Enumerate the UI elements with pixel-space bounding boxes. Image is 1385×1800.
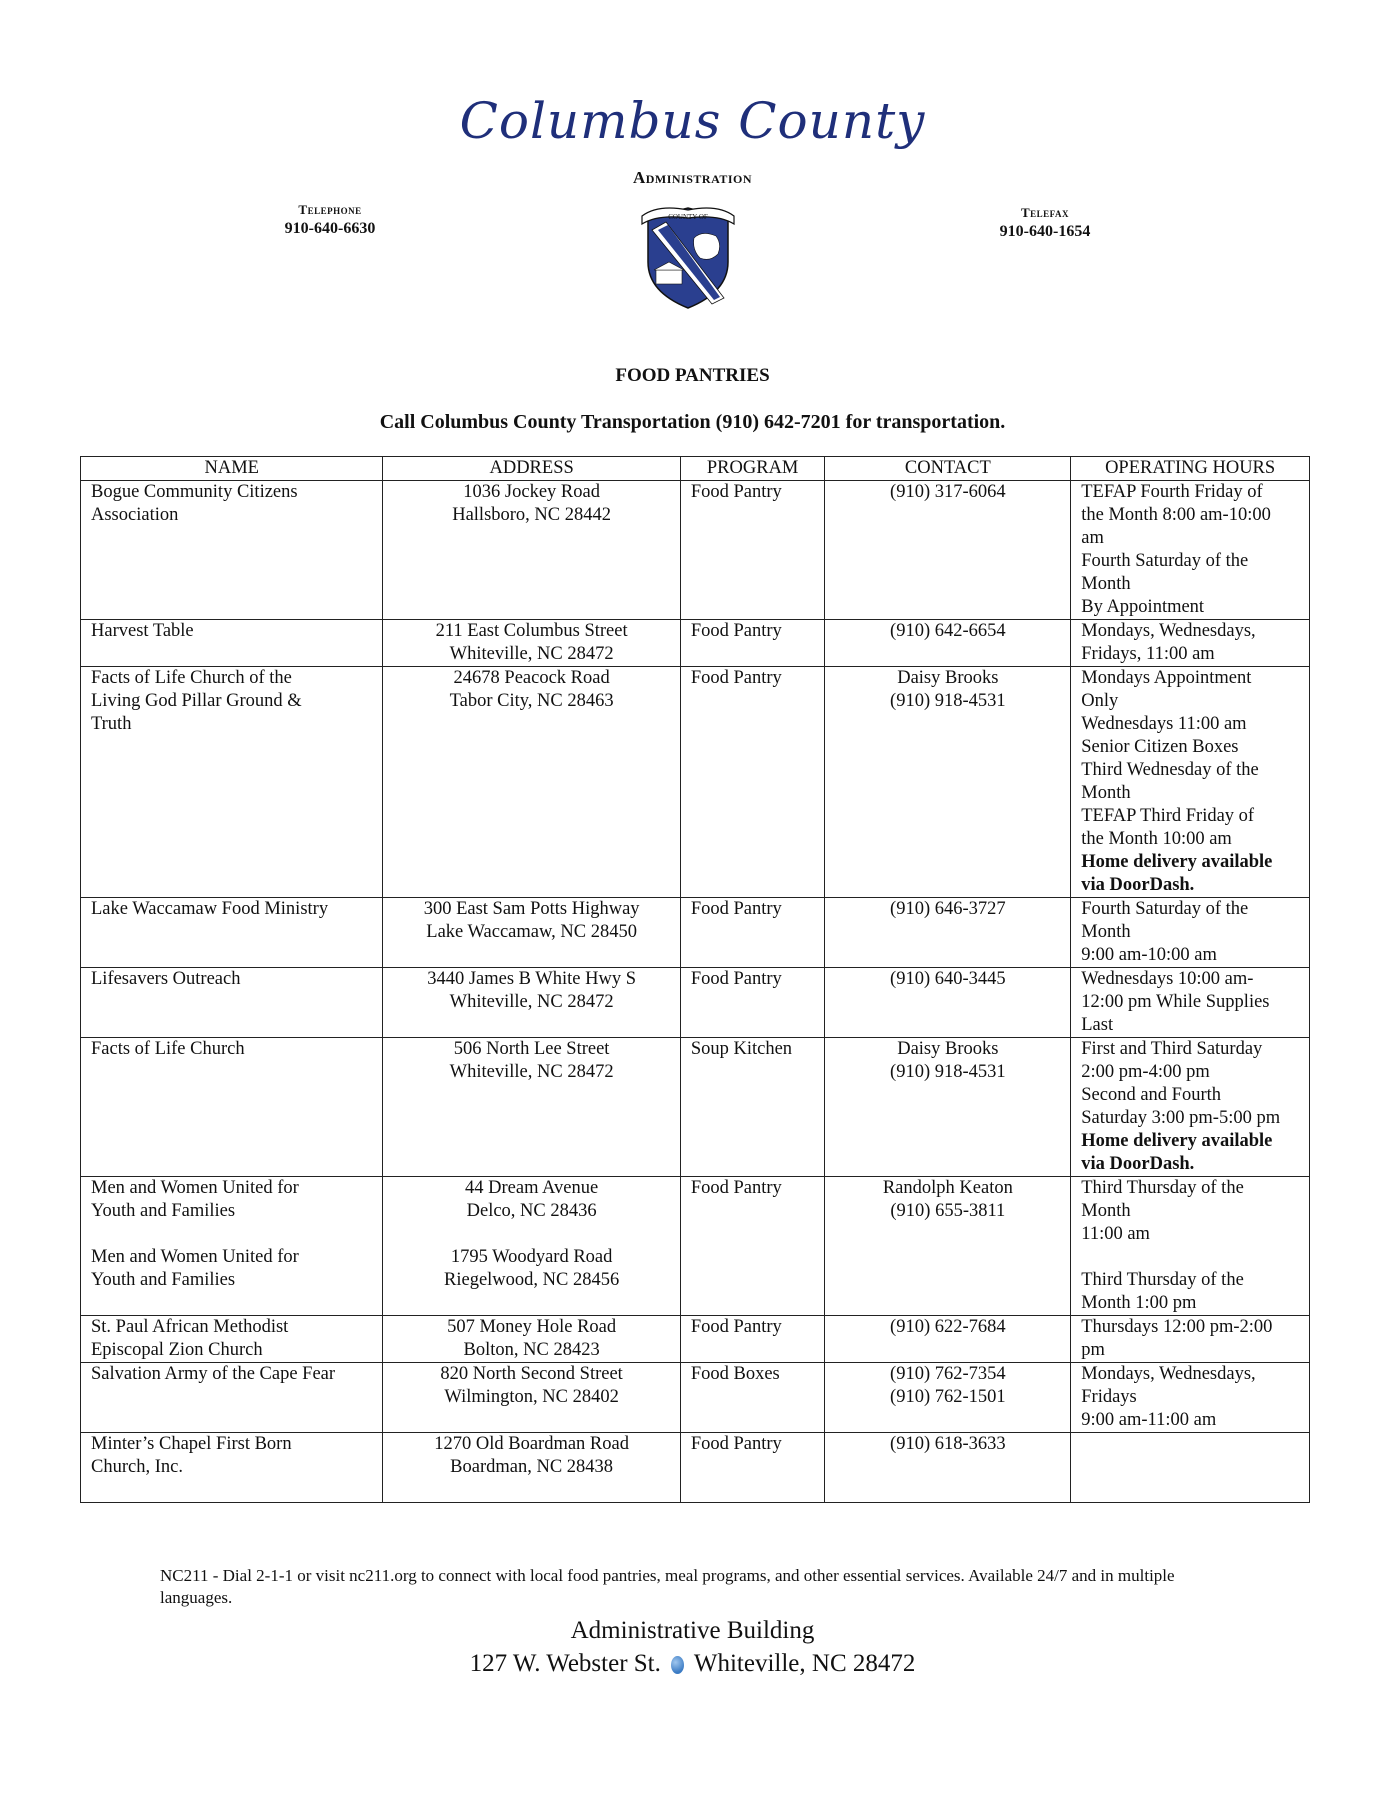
cell-operating-hours bbox=[1071, 1433, 1310, 1503]
cell-operating-hours-line: First and Third Saturday bbox=[1081, 1039, 1263, 1059]
cell-address bbox=[383, 1433, 680, 1503]
cell-contact-line: (910) 655-3811 bbox=[890, 1201, 1006, 1221]
cell-name bbox=[81, 1316, 383, 1363]
cell-program: Food Pantry bbox=[680, 1433, 825, 1503]
cell-address bbox=[383, 667, 680, 898]
cell-contact bbox=[825, 1316, 1071, 1363]
cell-name-line: Bogue Community Citizens bbox=[91, 482, 298, 502]
department-name: Administration bbox=[632, 168, 753, 187]
cell-operating-hours-line: Saturday 3:00 pm-5:00 pm bbox=[1081, 1108, 1281, 1128]
cell-operating-hours-line: TEFAP Third Friday of bbox=[1081, 806, 1255, 826]
cell-contact-line: (910) 646-3727 bbox=[890, 899, 1006, 919]
cell-contact-line: (910) 762-1501 bbox=[890, 1387, 1006, 1407]
cell-operating-hours-line: Mondays Appointment bbox=[1081, 668, 1252, 688]
cell-address-line: Whiteville, NC 28472 bbox=[449, 1062, 614, 1082]
cell-operating-hours-line: Last bbox=[1081, 1015, 1114, 1035]
cell-name-line: Minter’s Chapel First Born bbox=[91, 1434, 292, 1454]
cell-contact bbox=[825, 620, 1071, 667]
cell-name-line: Youth and Families bbox=[91, 1270, 236, 1290]
cell-address-line: 506 North Lee Street bbox=[453, 1039, 610, 1059]
cell-program: Food Pantry bbox=[680, 1177, 825, 1316]
cell-operating-hours bbox=[1071, 481, 1310, 620]
cell-name bbox=[81, 1363, 383, 1433]
cell-operating-hours-line: Second and Fourth bbox=[1081, 1085, 1222, 1105]
cell-operating-hours-line: pm bbox=[1081, 1340, 1105, 1360]
cell-operating-hours-line: Mondays, Wednesdays, bbox=[1081, 621, 1256, 641]
cell-operating-hours-line: By Appointment bbox=[1081, 597, 1205, 617]
document-title: FOOD PANTRIES bbox=[615, 365, 770, 386]
cell-address-line: 1795 Woodyard Road bbox=[450, 1247, 613, 1267]
cell-name bbox=[81, 1433, 383, 1503]
table-row bbox=[81, 667, 1310, 898]
cell-operating-hours-line: Wednesdays 11:00 am bbox=[1081, 714, 1247, 734]
cell-contact-line: (910) 918-4531 bbox=[890, 1062, 1006, 1082]
cell-name-line: Harvest Table bbox=[91, 621, 194, 641]
cell-program: Food Pantry bbox=[680, 898, 825, 968]
table-body bbox=[81, 481, 1310, 1503]
cell-program: Soup Kitchen bbox=[680, 1038, 825, 1177]
cell-address-line: Whiteville, NC 28472 bbox=[449, 992, 614, 1012]
cell-name-line: Facts of Life Church of the bbox=[91, 668, 292, 688]
cell-contact-line: (910) 622-7684 bbox=[890, 1317, 1006, 1337]
cell-name-line: Men and Women United for bbox=[91, 1178, 299, 1198]
cell-name bbox=[81, 1038, 383, 1177]
cell-program: Food Pantry bbox=[680, 481, 825, 620]
telefax-label: Telefax bbox=[1020, 205, 1069, 220]
cell-name-line: Truth bbox=[91, 714, 132, 734]
cell-contact-line: Daisy Brooks bbox=[897, 1039, 999, 1059]
cell-program: Food Pantry bbox=[680, 667, 825, 898]
cell-operating-hours-line: 2:00 pm-4:00 pm bbox=[1081, 1062, 1210, 1082]
seal-banner-text: COUNTY OF bbox=[668, 213, 708, 221]
telefax-number: 910-640-1654 bbox=[999, 223, 1091, 240]
cell-name-line: Lake Waccamaw Food Ministry bbox=[91, 899, 329, 919]
cell-operating-hours-line: Fridays, 11:00 am bbox=[1081, 644, 1215, 664]
cell-operating-hours-line: Thursdays 12:00 pm-2:00 bbox=[1081, 1317, 1273, 1337]
cell-address-line: 211 East Columbus Street bbox=[435, 621, 628, 641]
blue-dot-icon bbox=[671, 1656, 684, 1674]
cell-operating-hours-line: Senior Citizen Boxes bbox=[1081, 737, 1239, 757]
cell-operating-hours-bold-line: via DoorDash. bbox=[1081, 1154, 1195, 1174]
cell-address-line: 820 North Second Street bbox=[440, 1364, 623, 1384]
cell-operating-hours-line: Only bbox=[1081, 691, 1119, 711]
footer-building-name: Administrative Building bbox=[570, 1617, 815, 1644]
cell-name-line: Salvation Army of the Cape Fear bbox=[91, 1364, 336, 1384]
food-pantries-table bbox=[80, 456, 1310, 1503]
cell-operating-hours-bold-line: via DoorDash. bbox=[1081, 875, 1195, 895]
cell-name-line: Church, Inc. bbox=[91, 1457, 183, 1477]
cell-operating-hours-line: Third Wednesday of the bbox=[1081, 760, 1259, 780]
cell-operating-hours-line: 12:00 pm While Supplies bbox=[1081, 992, 1270, 1012]
cell-address-line: Lake Waccamaw, NC 28450 bbox=[426, 922, 637, 942]
cell-contact bbox=[825, 1038, 1071, 1177]
cell-program: Food Pantry bbox=[680, 1316, 825, 1363]
cell-operating-hours-bold-line: Home delivery available bbox=[1081, 1131, 1273, 1151]
cell-address-line: Tabor City, NC 28463 bbox=[449, 691, 614, 711]
cell-operating-hours-line: Third Thursday of the bbox=[1081, 1270, 1244, 1290]
cell-address-line: Boardman, NC 28438 bbox=[450, 1457, 614, 1477]
footer-street: 127 W. Webster St. bbox=[469, 1650, 661, 1677]
cell-address-line: Bolton, NC 28423 bbox=[463, 1340, 600, 1360]
cell-contact-line: (910) 640-3445 bbox=[890, 969, 1006, 989]
cell-operating-hours-line: Month bbox=[1081, 783, 1131, 803]
cell-address-line: 3440 James B White Hwy S bbox=[427, 969, 637, 989]
cell-operating-hours-line bbox=[1081, 1246, 1299, 1269]
cell-address bbox=[383, 1038, 680, 1177]
cell-name-line: Lifesavers Outreach bbox=[91, 969, 241, 989]
cell-contact-line: Daisy Brooks bbox=[897, 668, 999, 688]
cell-name bbox=[81, 1177, 383, 1316]
cell-address-line: 1036 Jockey Road bbox=[463, 482, 600, 502]
cell-address-line: Wilmington, NC 28402 bbox=[444, 1387, 619, 1407]
county-name-logo: Columbus County bbox=[459, 92, 926, 150]
cell-address-line: 507 Money Hole Road bbox=[447, 1317, 617, 1337]
cell-operating-hours-line: Month 1:00 pm bbox=[1081, 1293, 1197, 1313]
cell-name-line: Men and Women United for bbox=[91, 1247, 299, 1267]
cell-operating-hours-line: the Month 8:00 am-10:00 bbox=[1081, 505, 1271, 525]
cell-name-line: Youth and Families bbox=[91, 1201, 236, 1221]
cell-operating-hours-line: Month bbox=[1081, 574, 1131, 594]
cell-address bbox=[383, 1363, 680, 1433]
cell-operating-hours bbox=[1071, 898, 1310, 968]
telephone-block bbox=[260, 202, 400, 238]
cell-contact-line: (910) 317-6064 bbox=[890, 482, 1006, 502]
table-row bbox=[81, 1038, 1310, 1177]
cell-address bbox=[383, 1316, 680, 1363]
cell-contact bbox=[825, 1177, 1071, 1316]
cell-contact-line: (910) 618-3633 bbox=[890, 1434, 1006, 1454]
table-row bbox=[81, 898, 1310, 968]
cell-operating-hours-line: the Month 10:00 am bbox=[1081, 829, 1232, 849]
cell-contact-line: (910) 918-4531 bbox=[890, 691, 1006, 711]
cell-operating-hours bbox=[1071, 1316, 1310, 1363]
cell-spacer bbox=[91, 1292, 372, 1315]
cell-address-line bbox=[393, 1223, 669, 1246]
cell-contact bbox=[825, 667, 1071, 898]
telephone-number: 910-640-6630 bbox=[284, 220, 376, 237]
table-row bbox=[81, 620, 1310, 667]
cell-operating-hours-bold-line: Home delivery available bbox=[1081, 852, 1273, 872]
table-row bbox=[81, 968, 1310, 1038]
cell-address-line: Delco, NC 28436 bbox=[466, 1201, 597, 1221]
cell-name bbox=[81, 898, 383, 968]
cell-operating-hours-line: Mondays, Wednesdays, bbox=[1081, 1364, 1256, 1384]
cell-address bbox=[383, 898, 680, 968]
cell-address-line: Whiteville, NC 28472 bbox=[449, 644, 614, 664]
cell-contact-line: Randolph Keaton bbox=[882, 1178, 1013, 1198]
header-operating-hours: OPERATING HOURS bbox=[1071, 457, 1310, 481]
cell-operating-hours-line: Fourth Saturday of the bbox=[1081, 899, 1249, 919]
cell-operating-hours-line: Fourth Saturday of the bbox=[1081, 551, 1249, 571]
cell-operating-hours-line: 9:00 am-10:00 am bbox=[1081, 945, 1217, 965]
cell-contact bbox=[825, 968, 1071, 1038]
cell-name-line bbox=[91, 1223, 372, 1246]
transportation-note: Call Columbus County Transportation (910) 642-7201 for transportation. bbox=[379, 411, 1006, 433]
cell-operating-hours-line: 9:00 am-11:00 am bbox=[1081, 1410, 1217, 1430]
cell-operating-hours bbox=[1071, 620, 1310, 667]
cell-name-line: Living God Pillar Ground & bbox=[91, 691, 302, 711]
table-row bbox=[81, 1177, 1310, 1316]
cell-program: Food Pantry bbox=[680, 620, 825, 667]
cell-operating-hours bbox=[1071, 968, 1310, 1038]
footer-city: Whiteville, NC 28472 bbox=[693, 1650, 916, 1677]
telefax-block bbox=[975, 205, 1115, 241]
telephone-label: Telephone bbox=[298, 202, 362, 217]
cell-name bbox=[81, 968, 383, 1038]
table-row bbox=[81, 1433, 1310, 1503]
cell-name-line: Association bbox=[91, 505, 179, 525]
cell-contact bbox=[825, 1363, 1071, 1433]
table-row bbox=[81, 1316, 1310, 1363]
footer-address bbox=[0, 1650, 1385, 1678]
cell-operating-hours-line: am bbox=[1081, 528, 1104, 548]
table-header-row bbox=[81, 457, 1310, 481]
nc211-footnote: NC211 - Dial 2-1-1 or visit nc211.org to connect with local food pantries, meal programs, and other essential services. Available 24/7 and in multiple languages. bbox=[160, 1566, 1175, 1607]
cell-program: Food Boxes bbox=[680, 1363, 825, 1433]
cell-address bbox=[383, 481, 680, 620]
cell-spacer bbox=[91, 1479, 372, 1502]
cell-name bbox=[81, 667, 383, 898]
cell-contact-line: (910) 762-7354 bbox=[890, 1364, 1006, 1384]
cell-operating-hours-line: 11:00 am bbox=[1081, 1224, 1150, 1244]
cell-operating-hours bbox=[1071, 1177, 1310, 1316]
cell-operating-hours bbox=[1071, 1363, 1310, 1433]
table-row bbox=[81, 1363, 1310, 1433]
cell-address-line: Hallsboro, NC 28442 bbox=[452, 505, 612, 525]
cell-contact bbox=[825, 1433, 1071, 1503]
cell-contact bbox=[825, 481, 1071, 620]
cell-name bbox=[81, 620, 383, 667]
cell-address bbox=[383, 620, 680, 667]
cell-name-line: St. Paul African Methodist bbox=[91, 1317, 289, 1337]
header-address: ADDRESS bbox=[383, 457, 680, 481]
county-seal-icon bbox=[638, 200, 738, 310]
cell-address bbox=[383, 1177, 680, 1316]
cell-operating-hours-line: Month bbox=[1081, 922, 1131, 942]
header-contact: CONTACT bbox=[825, 457, 1071, 481]
cell-address-line: Riegelwood, NC 28456 bbox=[444, 1270, 620, 1290]
cell-name bbox=[81, 481, 383, 620]
cell-operating-hours-line: Third Thursday of the bbox=[1081, 1178, 1244, 1198]
cell-address-line: 1270 Old Boardman Road bbox=[434, 1434, 629, 1454]
cell-operating-hours bbox=[1071, 1038, 1310, 1177]
cell-address-line: 24678 Peacock Road bbox=[453, 668, 610, 688]
cell-contact bbox=[825, 898, 1071, 968]
cell-operating-hours-line: Wednesdays 10:00 am- bbox=[1081, 969, 1254, 989]
header-name: NAME bbox=[81, 457, 383, 481]
table-row bbox=[81, 481, 1310, 620]
header-program: PROGRAM bbox=[680, 457, 825, 481]
cell-address-line: 44 Dream Avenue bbox=[465, 1178, 599, 1198]
cell-operating-hours-line: TEFAP Fourth Friday of bbox=[1081, 482, 1263, 502]
cell-address bbox=[383, 968, 680, 1038]
cell-program: Food Pantry bbox=[680, 968, 825, 1038]
cell-contact-line: (910) 642-6654 bbox=[890, 621, 1006, 641]
cell-name-line: Episcopal Zion Church bbox=[91, 1340, 263, 1360]
cell-operating-hours-line: Month bbox=[1081, 1201, 1131, 1221]
cell-address-line: 300 East Sam Potts Highway bbox=[423, 899, 640, 919]
cell-operating-hours bbox=[1071, 667, 1310, 898]
cell-name-line: Facts of Life Church bbox=[91, 1039, 245, 1059]
cell-operating-hours-line: Fridays bbox=[1081, 1387, 1137, 1407]
